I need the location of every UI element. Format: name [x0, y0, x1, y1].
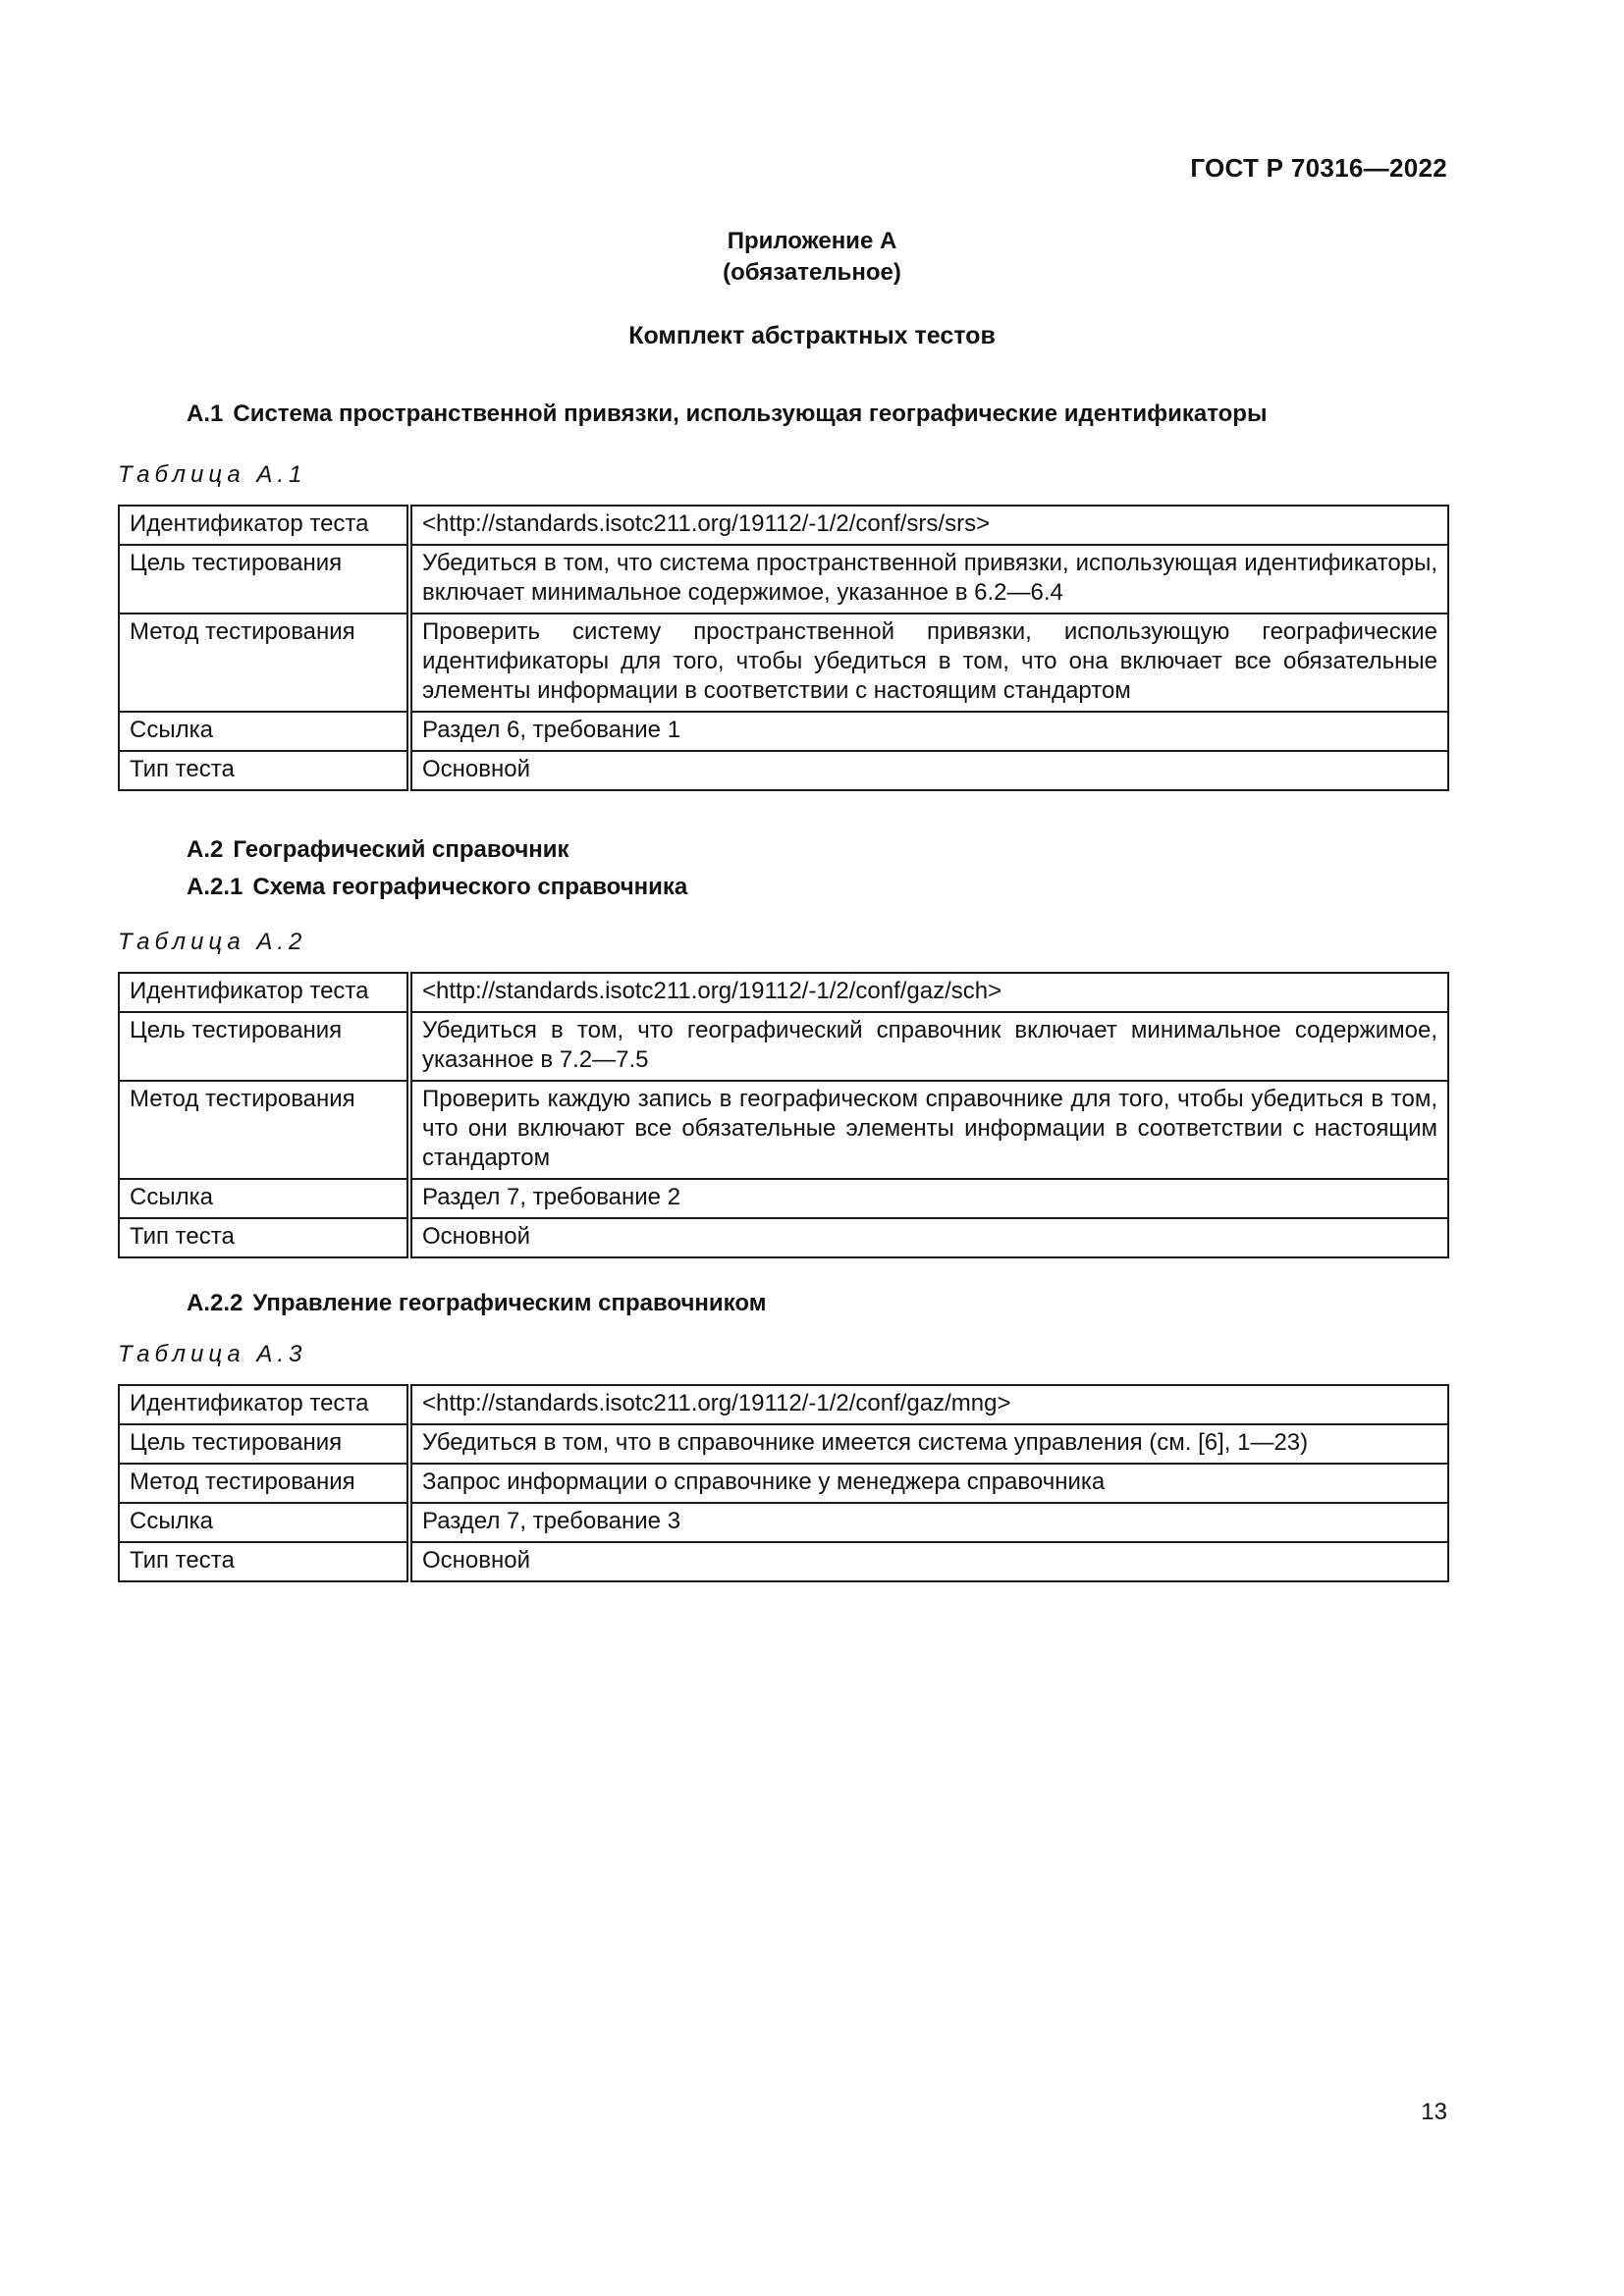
row-value: Основной	[409, 1218, 1448, 1257]
section-number: А.2.1	[187, 874, 244, 900]
section-title: Управление географическим справочником	[252, 1290, 767, 1316]
row-key: Цель тестирования	[119, 1012, 409, 1081]
table-row	[119, 1464, 1448, 1503]
row-key: Ссылка	[119, 712, 409, 751]
table-row	[119, 1542, 1448, 1581]
section-heading-a2-2	[187, 1290, 766, 1317]
appendix-heading	[0, 226, 1624, 289]
section-heading-a2	[187, 836, 569, 864]
row-key: Идентификатор теста	[119, 506, 409, 545]
row-key: Тип теста	[119, 751, 409, 790]
test-table-a1	[118, 505, 1449, 791]
row-key: Метод тестирования	[119, 614, 409, 712]
appendix-title: Приложение А	[727, 228, 897, 254]
table-row	[119, 506, 1448, 545]
table-row	[119, 973, 1448, 1012]
page-number: 13	[1421, 2099, 1447, 2125]
row-key: Ссылка	[119, 1179, 409, 1218]
table-row	[119, 1503, 1448, 1542]
table-row	[119, 712, 1448, 751]
row-value: Убедиться в том, что система пространственной привязки, использующая идентификаторы, включает минимальное содержимое, указанное в 6.2—6.4	[409, 545, 1448, 614]
row-value: <http://standards.isotc211.org/19112/-1/2/conf/srs/srs>	[409, 506, 1448, 545]
table-caption-a1: Таблица А.1	[118, 461, 307, 488]
table-row	[119, 751, 1448, 790]
table-row	[119, 1081, 1448, 1179]
table-caption-a3: Таблица А.3	[118, 1341, 307, 1367]
row-value: Убедиться в том, что географический справочник включает минимальное содержимое, указанное в 7.2—7.5	[409, 1012, 1448, 1081]
section-title: Система пространственной привязки, использующая географические идентификаторы	[233, 400, 1268, 427]
row-value: <http://standards.isotc211.org/19112/-1/2/conf/gaz/sch>	[409, 973, 1448, 1012]
row-value: Проверить каждую запись в географическом справочнике для того, чтобы убедиться в том, что они включают все обязательные элементы информации в соответствии с настоящим стандартом	[409, 1081, 1448, 1179]
row-key: Тип теста	[119, 1218, 409, 1257]
row-key: Идентификатор теста	[119, 973, 409, 1012]
table-row	[119, 614, 1448, 712]
table-row	[119, 1179, 1448, 1218]
appendix-status: (обязательное)	[723, 259, 901, 286]
row-key: Идентификатор теста	[119, 1385, 409, 1424]
table-row	[119, 1424, 1448, 1464]
section-title: Схема географического справочника	[252, 874, 688, 900]
row-value: Раздел 7, требование 3	[409, 1503, 1448, 1542]
row-value: Запрос информации о справочнике у менеджера справочника	[409, 1464, 1448, 1503]
test-table-a2	[118, 972, 1449, 1258]
table-row	[119, 1012, 1448, 1081]
standard-code: ГОСТ Р 70316—2022	[1190, 153, 1447, 183]
table-row	[119, 1218, 1448, 1257]
row-value: Раздел 6, требование 1	[409, 712, 1448, 751]
row-value: Проверить систему пространственной привязки, использующую географические идентификаторы для того, чтобы убедиться в том, что она включает все обязательные элементы информации в соответствии с настоящим стандартом	[409, 614, 1448, 712]
table-caption-a2: Таблица А.2	[118, 929, 307, 955]
table-row	[119, 545, 1448, 614]
section-heading-a1	[187, 400, 1267, 428]
row-key: Метод тестирования	[119, 1464, 409, 1503]
section-title: Географический справочник	[233, 836, 569, 863]
row-value: Раздел 7, требование 2	[409, 1179, 1448, 1218]
table-row	[119, 1385, 1448, 1424]
row-value: Основной	[409, 1542, 1448, 1581]
row-key: Цель тестирования	[119, 1424, 409, 1464]
test-table-a3	[118, 1384, 1449, 1582]
section-number: А.2.2	[187, 1290, 244, 1316]
row-key: Ссылка	[119, 1503, 409, 1542]
row-key: Тип теста	[119, 1542, 409, 1581]
row-key: Метод тестирования	[119, 1081, 409, 1179]
row-value: Основной	[409, 751, 1448, 790]
page-title: Комплект абстрактных тестов	[628, 322, 996, 349]
section-number: А.1	[187, 400, 224, 427]
row-value: <http://standards.isotc211.org/19112/-1/2/conf/gaz/mng>	[409, 1385, 1448, 1424]
section-heading-a2-1	[187, 874, 687, 901]
section-number: А.2	[187, 836, 224, 863]
row-value: Убедиться в том, что в справочнике имеется система управления (см. [6], 1—23)	[409, 1424, 1448, 1464]
row-key: Цель тестирования	[119, 545, 409, 614]
